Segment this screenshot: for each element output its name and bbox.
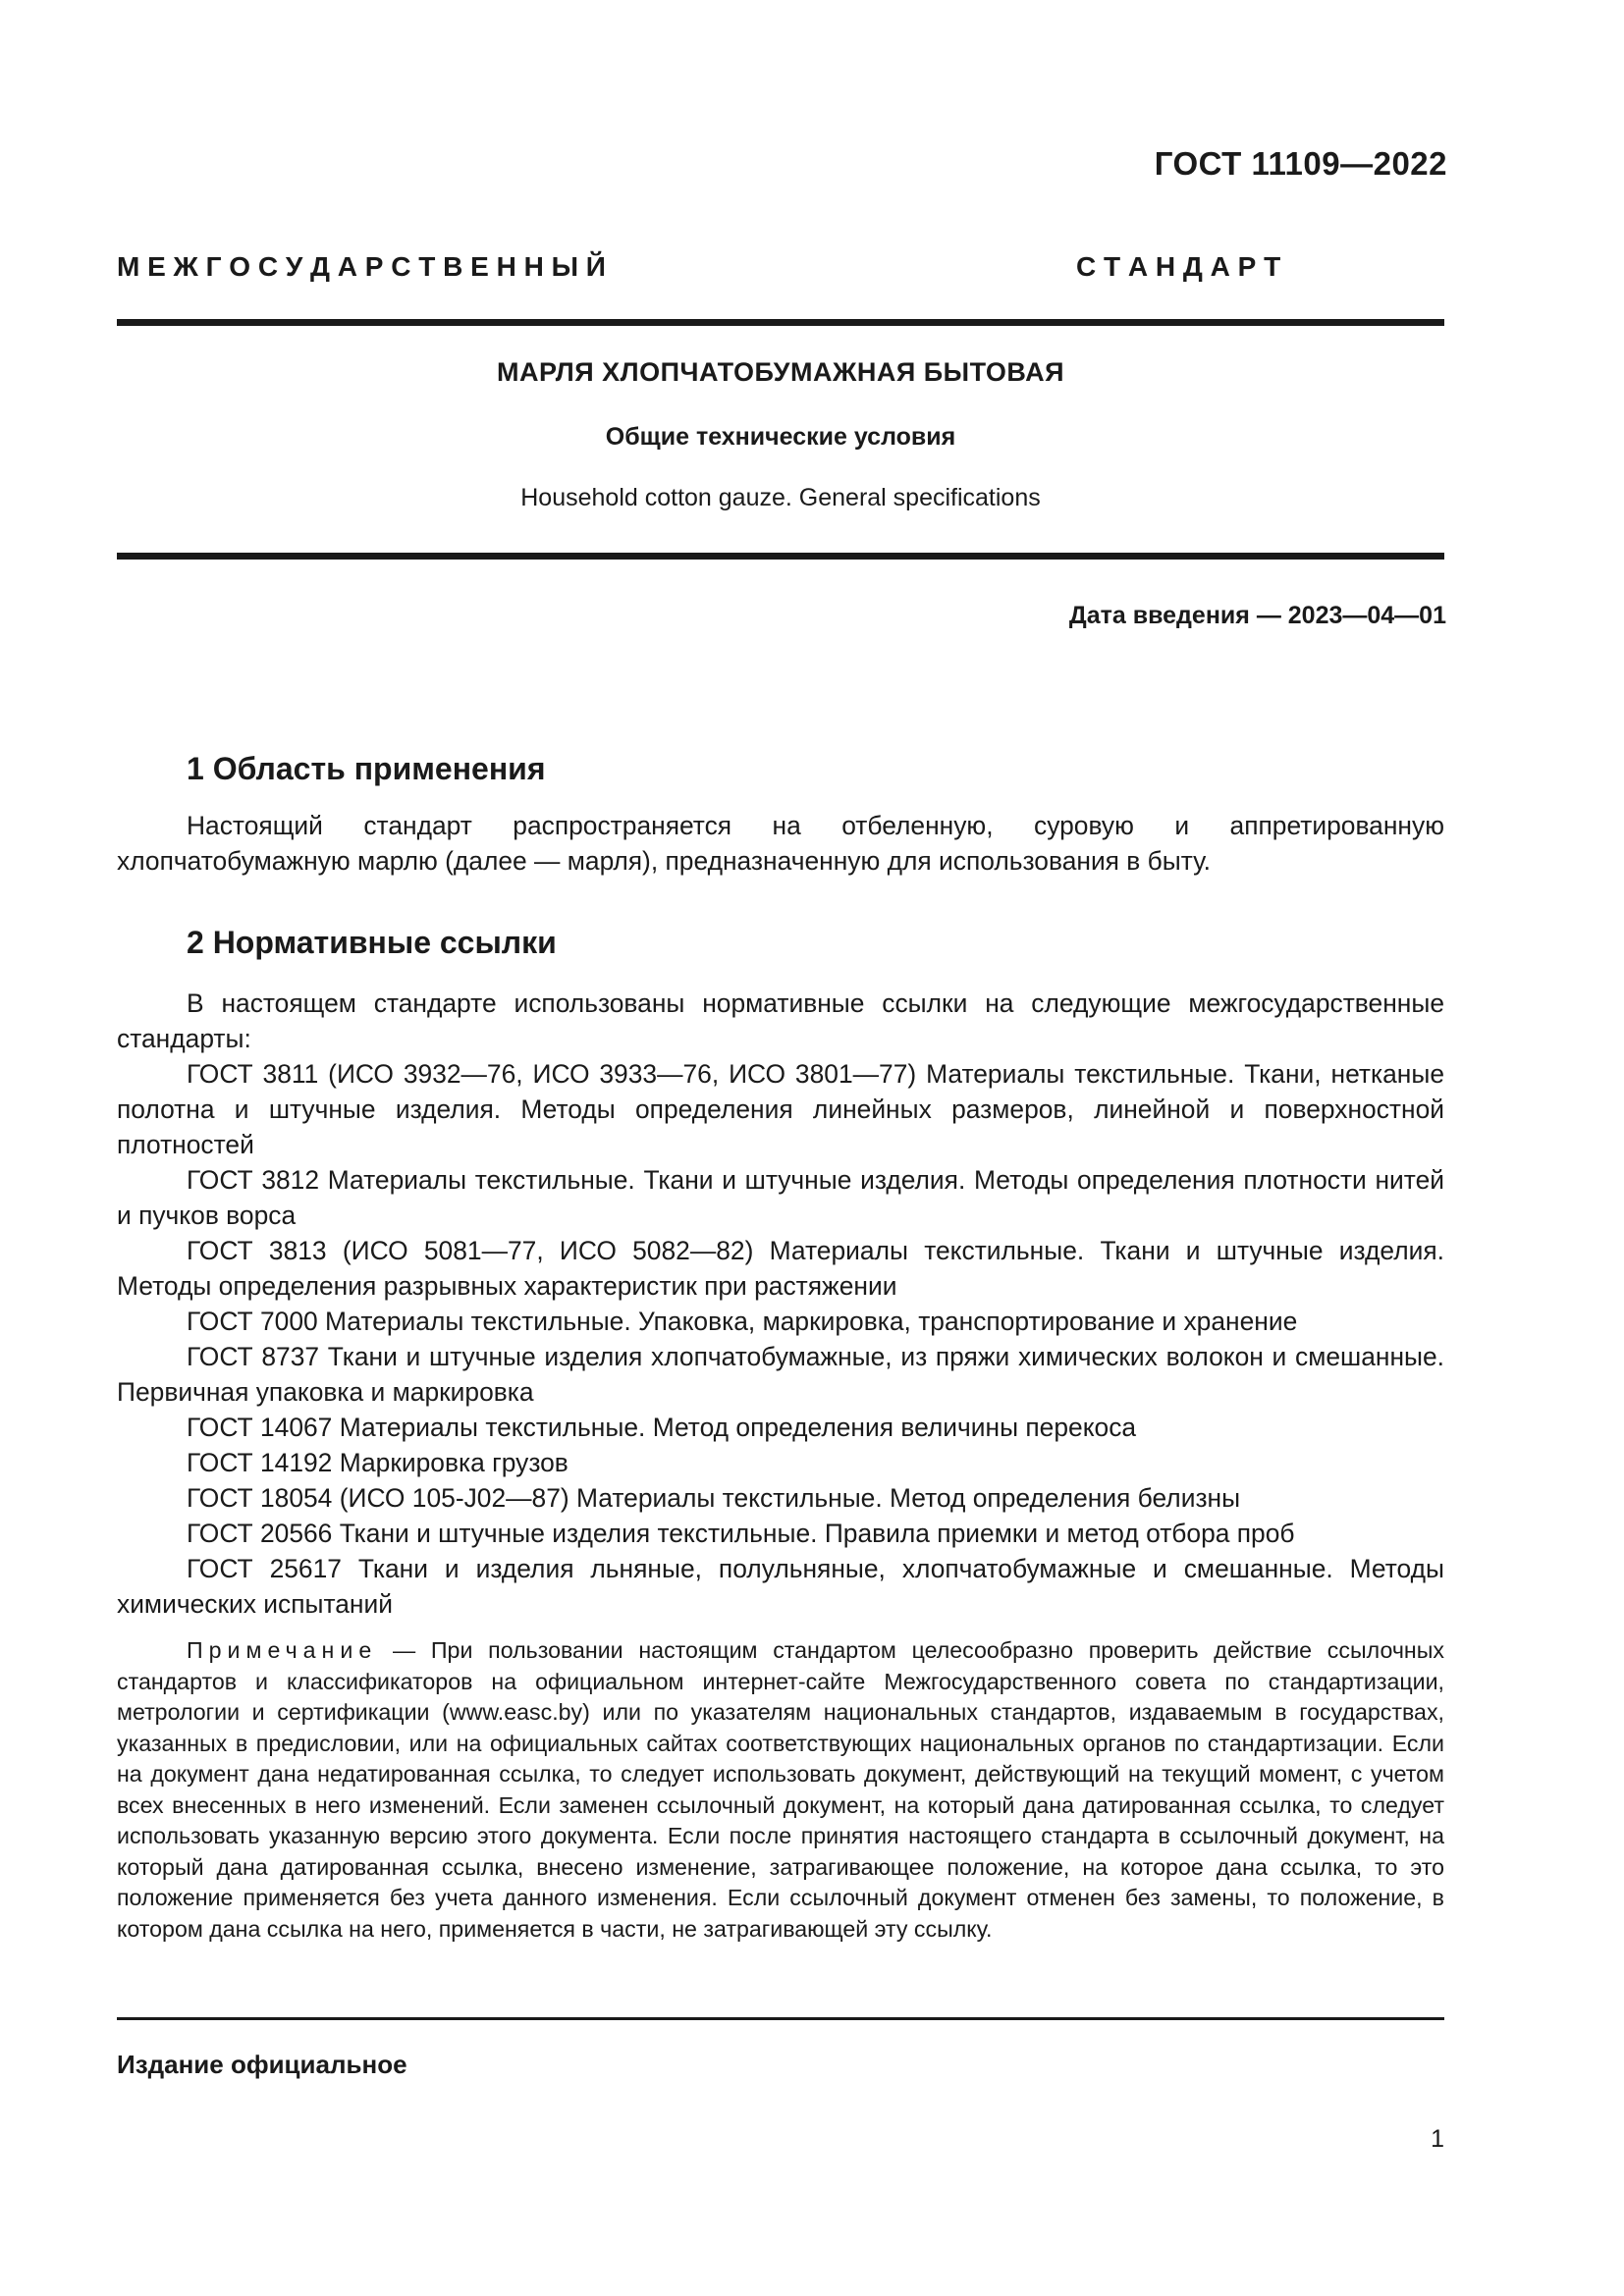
section-2-intro: В настоящем стандарте использованы нормативные ссылки на следующие межгосударственные стандарты: bbox=[117, 988, 1444, 1053]
reference-gost-3812: ГОСТ 3812 Материалы текстильные. Ткани и штучные изделия. Методы определения плотности нитей и пучков ворса bbox=[117, 1165, 1444, 1230]
document-number: ГОСТ 11109—2022 bbox=[1154, 145, 1447, 182]
section-2-title: 2 Нормативные ссылки bbox=[187, 925, 557, 960]
section-1-paragraph: Настоящий стандарт распространяется на отбеленную, суровую и аппретированную хлопчатобумажную марлю (далее — марля), предназначенную для использования в быту. bbox=[117, 811, 1444, 876]
reference-gost-20566: ГОСТ 20566 Ткани и штучные изделия текстильные. Правила приемки и метод отбора проб bbox=[187, 1519, 1295, 1548]
standard-type-heading bbox=[117, 251, 1444, 283]
section-2-body bbox=[117, 986, 1444, 1622]
note-text: — При пользовании настоящим стандартом целесообразно проверить действие ссылочных стандартов и классификаторов на официальном интернет-сайте Межгосударственного совета по стандартизации, метрологии и сертификации (www.easc.by) или по указателям национальных стандартов, издаваемым в государствах, указанных в предисловии, или на официальных сайтах соответствующих национальных органов по стандартизации. Если на документ дана недатированная ссылка, то следует использовать документ, действующий на текущий момент, с учетом всех внесенных в него изменений. Если заменен ссылочный документ, на который дана датированная ссылка, то следует использовать указанную версию этого документа. Если после принятия настоящего стандарта в ссылочный документ, на который дана датированная ссылка, внесено изменение, затрагивающее положение, на которое дана ссылка, то это положение применяется без учета данного изменения. Если ссылочный документ отменен без замены, то положение, в котором дана ссылка на него, применяется в части, не затрагивающей эту ссылку. bbox=[117, 1637, 1444, 1942]
reference-gost-3813: ГОСТ 3813 (ИСО 5081—77, ИСО 5082—82) Материалы текстильные. Ткани и штучные изделия. Методы определения разрывных характеристик при растяжении bbox=[117, 1236, 1444, 1301]
reference-gost-25617: ГОСТ 25617 Ткани и изделия льняные, полульняные, хлопчатобумажные и смешанные. Методы химических испытаний bbox=[117, 1554, 1444, 1619]
document-title-english: Household cotton gauze. General specifications bbox=[520, 484, 1041, 511]
introduction-date: Дата введения — 2023—04—01 bbox=[1068, 602, 1446, 629]
header-rule-top bbox=[117, 319, 1444, 326]
document-title: МАРЛЯ ХЛОПЧАТОБУМАЖНАЯ БЫТОВАЯ bbox=[496, 357, 1064, 387]
standard-type-word-standard: С Т А Н Д А Р Т bbox=[1076, 251, 1281, 282]
section-1-title: 1 Область применения bbox=[187, 751, 546, 786]
reference-gost-14192: ГОСТ 14192 Маркировка грузов bbox=[187, 1448, 568, 1477]
reference-gost-3811: ГОСТ 3811 (ИСО 3932—76, ИСО 3933—76, ИСО 3801—77) Материалы текстильные. Ткани, нетканые полотна и штучные изделия. Методы определения линейных размеров, линейной и поверхностной плотностей bbox=[117, 1059, 1444, 1159]
reference-gost-7000: ГОСТ 7000 Материалы текстильные. Упаковка, маркировка, транспортирование и хранение bbox=[187, 1307, 1298, 1336]
official-edition-label: Издание официальное bbox=[117, 2050, 407, 2079]
section-1-body bbox=[117, 808, 1444, 879]
header-rule-bottom bbox=[117, 553, 1444, 560]
reference-gost-18054: ГОСТ 18054 (ИСО 105-J02—87) Материалы текстильные. Метод определения белизны bbox=[187, 1483, 1241, 1513]
standard-type-word-interstate: М Е Ж Г О С У Д А Р С Т В Е Н Н Ы Й bbox=[117, 251, 606, 282]
document-subtitle: Общие технические условия bbox=[605, 423, 956, 451]
reference-gost-14067: ГОСТ 14067 Материалы текстильные. Метод определения величины перекоса bbox=[187, 1413, 1137, 1442]
note-label: Примечание bbox=[187, 1637, 378, 1663]
reference-note bbox=[117, 1635, 1444, 1945]
reference-gost-8737: ГОСТ 8737 Ткани и штучные изделия хлопчатобумажные, из пряжи химических волокон и смешанные. Первичная упаковка и маркировка bbox=[117, 1342, 1444, 1407]
page-number: 1 bbox=[1431, 2125, 1444, 2153]
footer-rule bbox=[117, 2017, 1444, 2020]
